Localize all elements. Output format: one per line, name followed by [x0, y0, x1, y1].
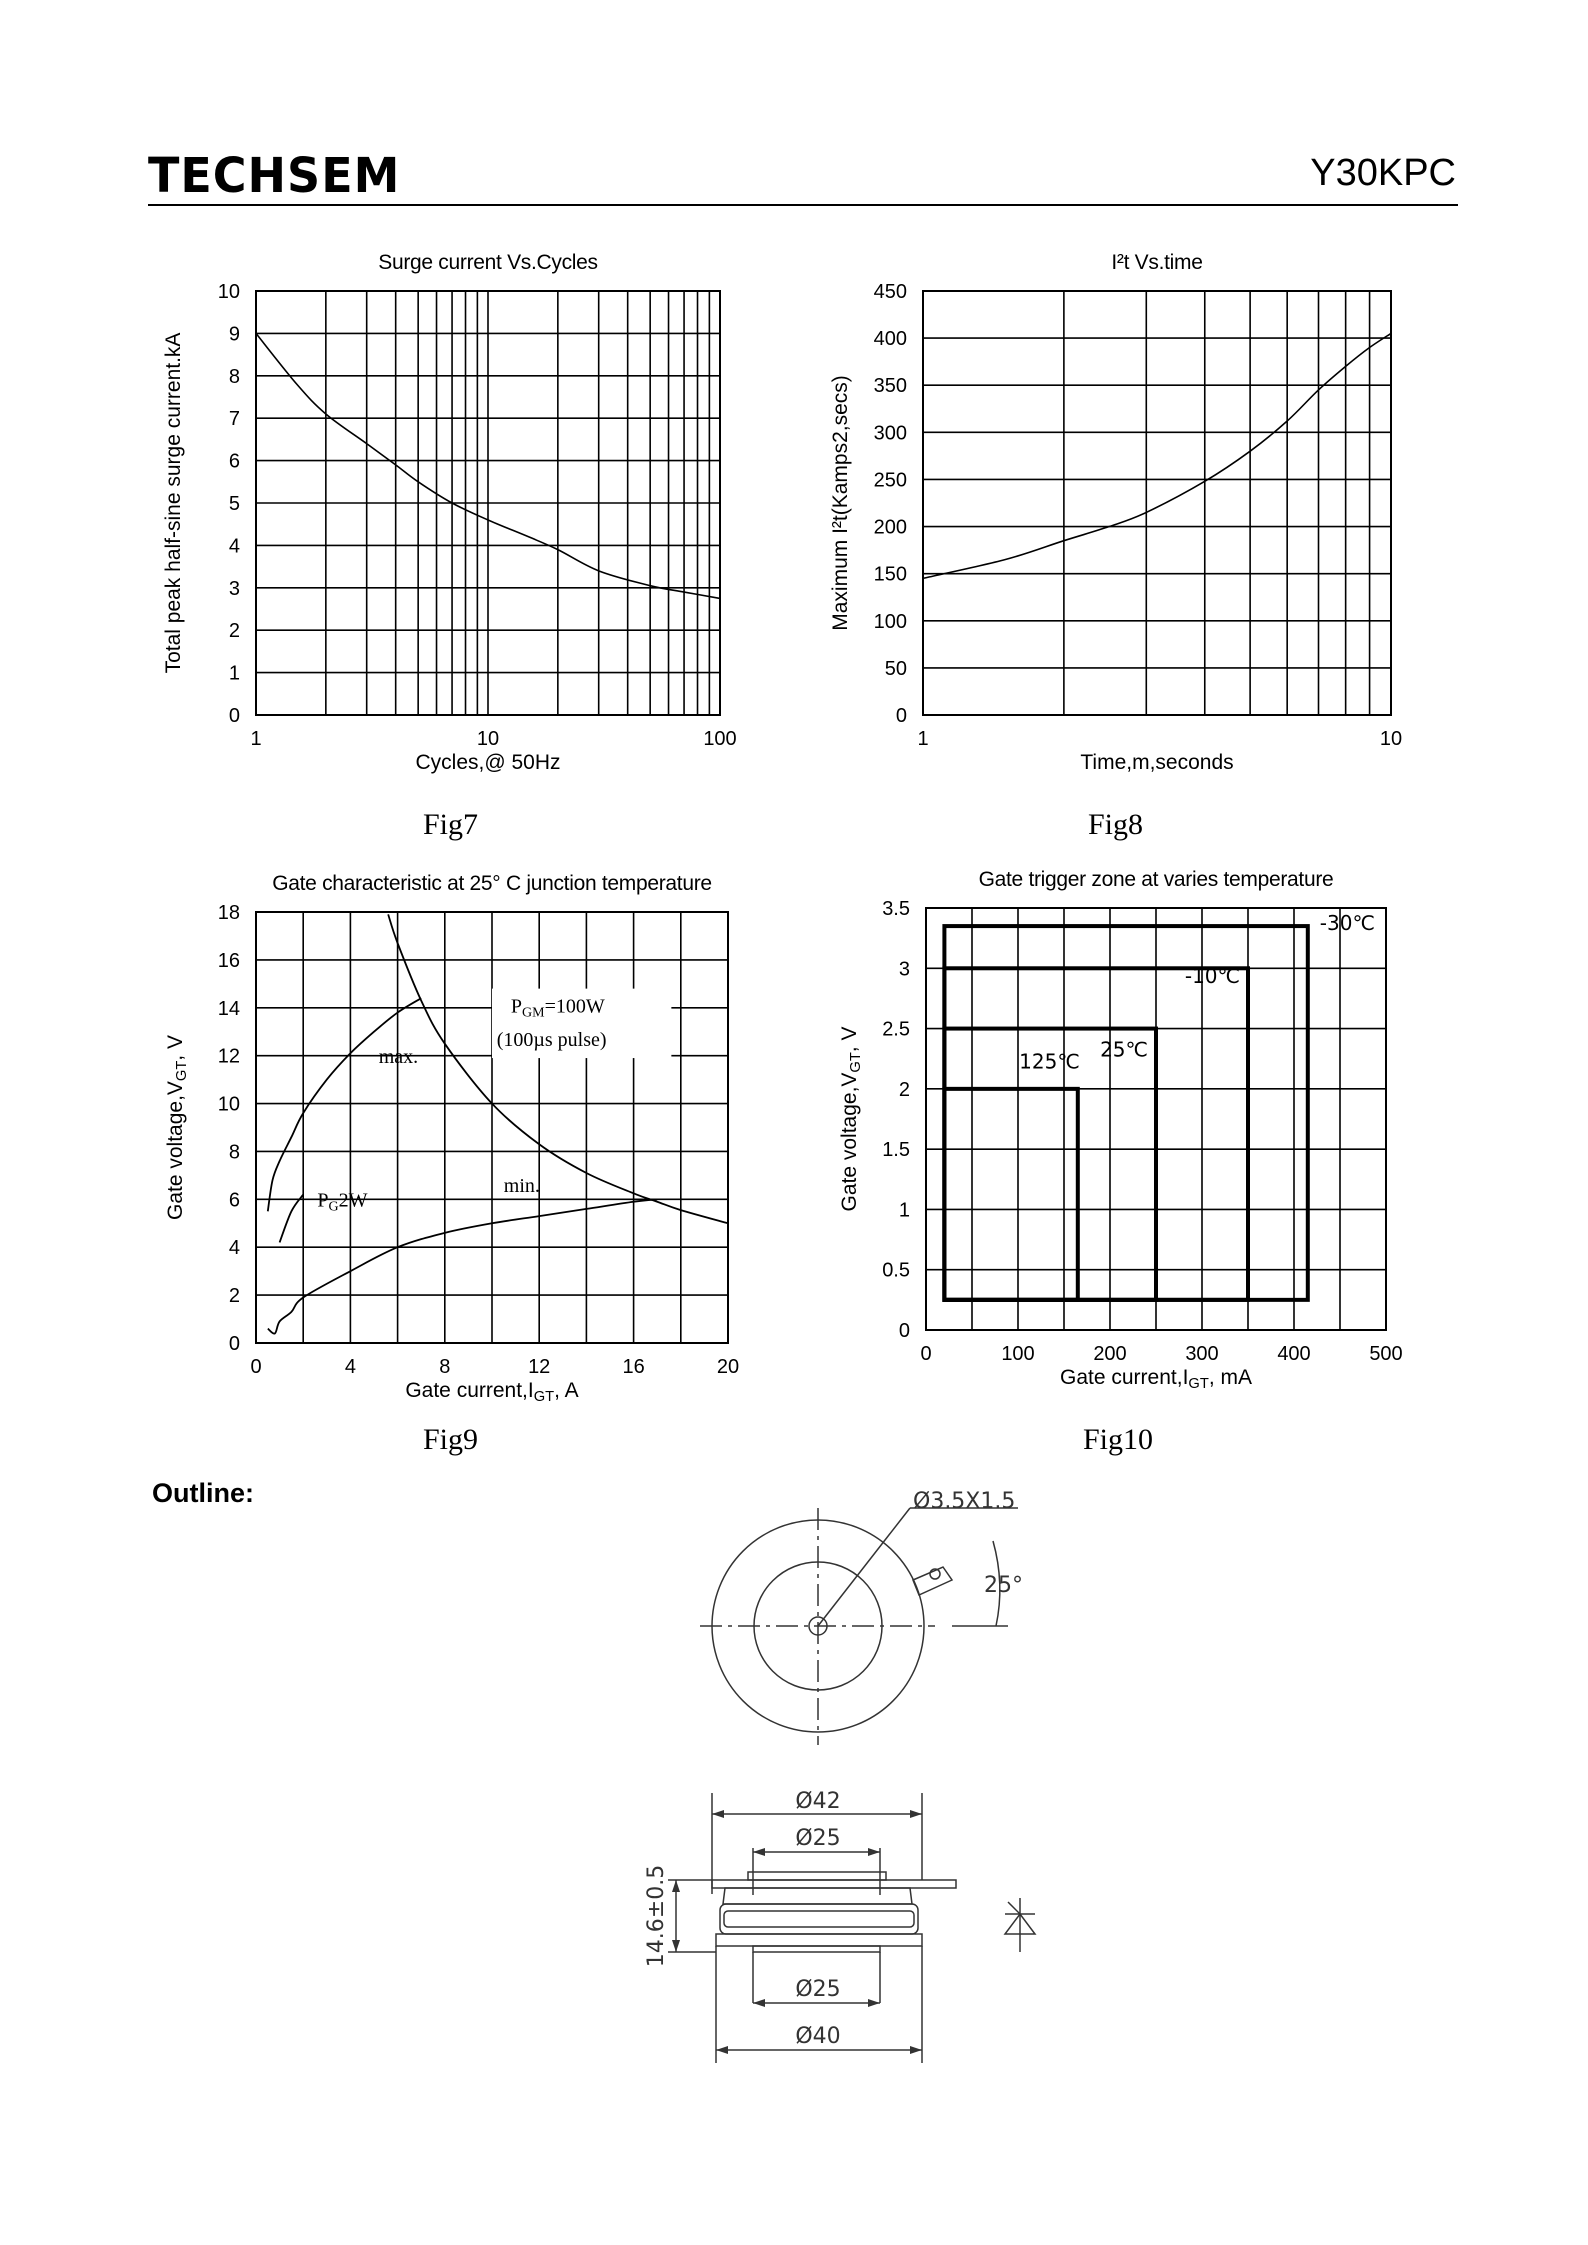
fig10-zone-label: 125℃ — [1019, 1049, 1080, 1074]
fig10-title: Gate trigger zone at varies temperature — [978, 868, 1334, 891]
fig9-ytick: 12 — [217, 1045, 240, 1068]
fig10-label: Fig10 — [1083, 1423, 1154, 1456]
fig8-title: I²t Vs.time — [1111, 251, 1203, 274]
ceramic-body — [720, 1904, 918, 1934]
fig9-ytick: 6 — [228, 1189, 240, 1212]
fig9-ylabel: Gate voltage,VGT, V — [164, 1034, 190, 1221]
brand-logo: TECHSEM — [148, 146, 401, 204]
upper-body — [723, 1888, 912, 1904]
fig8-ytick: 50 — [884, 657, 907, 680]
thyristor-symbol-icon — [1005, 1898, 1035, 1952]
fig9-ytick: 2 — [228, 1285, 240, 1308]
fig10-xtick: 100 — [1001, 1343, 1035, 1365]
fig10-ytick: 1.5 — [882, 1139, 910, 1162]
fig10-zone-label: -30℃ — [1319, 911, 1375, 936]
fig10-ytick: 1 — [898, 1199, 910, 1222]
fig9-ytick: 0 — [228, 1333, 240, 1355]
fig10-xtick: 400 — [1277, 1343, 1311, 1365]
outline-title: Outline: — [152, 1478, 254, 1508]
fig10-xtick: 200 — [1093, 1343, 1127, 1365]
fig9-xtick: 0 — [250, 1356, 262, 1378]
dim-height-label: 14.6±0.5 — [644, 1864, 669, 1968]
dim-40-label: Ø40 — [795, 2024, 841, 2049]
fig9-xtick: 4 — [344, 1356, 356, 1378]
fig10-ytick: 2.5 — [882, 1018, 910, 1041]
flange — [712, 1880, 956, 1888]
fig7-ylabel: Total peak half-sine surge current.kA — [162, 332, 185, 674]
fig8-ytick: 150 — [873, 563, 907, 586]
fig9-ytick: 10 — [217, 1093, 240, 1116]
fig7-xtick: 1 — [250, 728, 262, 750]
part-number: Y30KPC — [1310, 152, 1456, 194]
fig10-zone-label: 25℃ — [1100, 1037, 1148, 1062]
fig9-xtick: 16 — [622, 1356, 645, 1378]
fig7-ytick: 7 — [228, 408, 240, 431]
dim-25-top-label: Ø25 — [795, 1826, 841, 1851]
fig9-title: Gate characteristic at 25° C junction temperature — [272, 872, 712, 895]
fig10-xtick: 0 — [920, 1343, 932, 1365]
fig8-ytick: 200 — [873, 516, 907, 539]
fig10-xtick: 300 — [1185, 1343, 1219, 1365]
dim-42-label: Ø42 — [795, 1789, 841, 1814]
fig7-xtick: 100 — [703, 728, 737, 750]
fig7-ytick: 6 — [228, 450, 240, 473]
ceramic-ring — [724, 1911, 914, 1927]
fig7-ytick: 9 — [228, 323, 240, 346]
fig10-zone-label: -10℃ — [1184, 963, 1240, 988]
fig10-ytick: 2 — [898, 1078, 910, 1101]
fig9-xtick: 8 — [439, 1356, 451, 1378]
fig8-ytick: 300 — [873, 422, 907, 445]
fig8-ytick: 350 — [873, 375, 907, 398]
fig8-ylabel: Maximum I²t(Kamps2,secs) — [829, 375, 852, 631]
dim-25-bottom-label: Ø25 — [795, 1977, 841, 2002]
fig10-ylabel: Gate voltage,VGT, V — [838, 1026, 864, 1212]
fig8-label: Fig8 — [1088, 808, 1144, 841]
fig7-ytick: 4 — [228, 535, 240, 558]
fig9-ytick: 8 — [228, 1141, 240, 1164]
gate-tab — [913, 1567, 952, 1595]
fig9-annotation: $P_G2W$ — [317, 1189, 368, 1215]
fig9-annotation: $P_{GM}=100W$ — [510, 995, 605, 1021]
fig9-annotation: max. — [378, 1045, 419, 1068]
fig9-label: Fig9 — [423, 1423, 479, 1456]
top-pole-face — [748, 1872, 886, 1880]
fig9-annotation: (100µs pulse) — [496, 1029, 607, 1052]
fig9-annotation: min. — [503, 1175, 540, 1198]
fig9-ytick: 18 — [217, 902, 240, 924]
fig9-ytick: 4 — [228, 1237, 240, 1260]
fig8-ytick: 100 — [873, 610, 907, 633]
fig8-xtick: 1 — [917, 728, 929, 750]
fig7-xlabel: Cycles,@ 50Hz — [415, 751, 561, 774]
fig8-ytick: 450 — [873, 281, 907, 303]
fig9-xtick: 20 — [716, 1356, 740, 1378]
fig8-xlabel: Time,m,seconds — [1080, 751, 1234, 774]
fig8-ytick: 250 — [873, 469, 907, 492]
hole-dim: Ø3.5X1.5 — [913, 1489, 1016, 1514]
fig10-ytick: 0.5 — [882, 1259, 910, 1282]
fig10-xlabel: Gate current,IGT, mA — [1060, 1366, 1252, 1392]
fig8-ytick: 0 — [895, 705, 907, 727]
top-view — [700, 1508, 1018, 1745]
fig7-ytick: 5 — [228, 493, 240, 515]
fig7-xtick: 10 — [476, 728, 500, 750]
angle-dim: 25° — [984, 1573, 1023, 1598]
fig10-ytick: 0 — [898, 1320, 910, 1342]
fig9-xlabel: Gate current,IGT, A — [405, 1379, 579, 1405]
lower-flange — [716, 1934, 922, 1946]
fig7-ytick: 2 — [228, 620, 240, 643]
fig10-ytick: 3.5 — [882, 898, 910, 920]
fig9-ytick: 16 — [217, 949, 240, 972]
bottom-pole-face — [753, 1946, 880, 1952]
fig10-ytick: 3 — [898, 958, 910, 981]
leader-line — [818, 1508, 910, 1626]
fig7-label: Fig7 — [423, 808, 479, 841]
fig7-ytick: 3 — [228, 577, 240, 600]
fig9-ytick: 14 — [217, 997, 240, 1020]
fig10-xtick: 500 — [1369, 1343, 1403, 1365]
fig9-xtick: 12 — [528, 1356, 551, 1378]
fig8-xtick: 10 — [1379, 728, 1403, 750]
fig7-ytick: 0 — [228, 705, 240, 727]
fig8-ytick: 400 — [873, 328, 907, 351]
fig7-ytick: 8 — [228, 365, 240, 388]
fig7-ytick: 1 — [228, 662, 240, 685]
fig7-title: Surge current Vs.Cycles — [378, 251, 598, 274]
fig7-ytick: 10 — [217, 281, 240, 303]
